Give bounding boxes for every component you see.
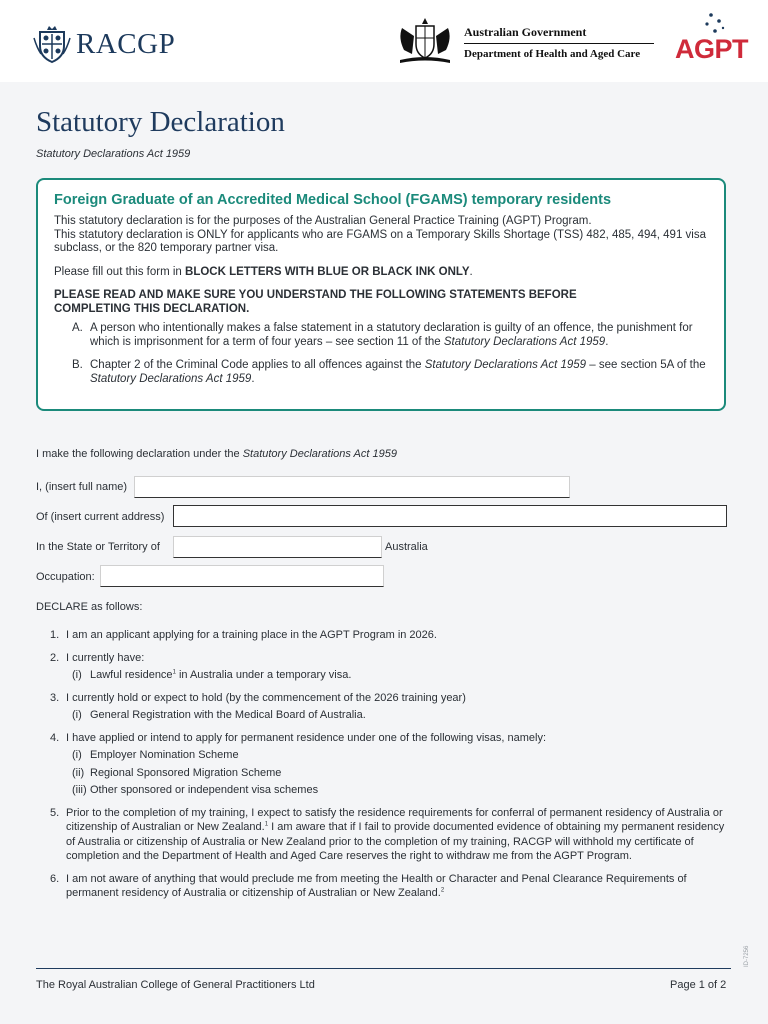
racgp-wordmark: RACGP <box>76 27 176 60</box>
sub-item: (i) General Registration with the Medical Board of Australia. <box>72 709 366 721</box>
footer-divider <box>36 968 731 969</box>
coat-of-arms-icon <box>394 16 456 68</box>
page-header <box>0 0 768 82</box>
declaration-intro: I make the following declaration under the Statutory Declarations Act 1959 <box>36 448 397 460</box>
occupation-input[interactable] <box>100 565 384 587</box>
state-suffix: Australia <box>385 541 428 553</box>
warning-item-b: B. Chapter 2 of the Criminal Code applies to all offences against the Statutory Declarations Act 1959 – see section 5A of the Statutory Declarations Act 1959. <box>72 359 706 385</box>
footer-organisation: The Royal Australian College of General Practitioners Ltd <box>36 979 315 991</box>
address-input[interactable] <box>173 505 727 527</box>
notice-heading: Foreign Graduate of an Accredited Medical School (FGAMS) temporary residents <box>54 192 612 208</box>
warning-item-a: A. A person who intentionally makes a false statement in a statutory declaration is guilty of an offence, the punishment for which is imprisonment for a term of four years – see section 11 of the Statutory Declarations Act 1959. <box>72 322 693 348</box>
australian-government-logo <box>394 16 654 68</box>
page-number: Page 1 of 2 <box>670 979 727 991</box>
govt-line-1: Australian Government <box>464 25 654 44</box>
sub-item: (ii) Regional Sponsored Migration Scheme <box>72 766 282 779</box>
racgp-crest-icon <box>32 24 72 64</box>
declare-heading: DECLARE as follows: <box>36 601 143 613</box>
fill-instruction: Please fill out this form in BLOCK LETTERS WITH BLUE OR BLACK INK ONLY. <box>54 265 473 278</box>
declaration-item: 5. Prior to the completion of my training, I expect to satisfy the residence requirements for conferral of permanent residency of Australia or citizenship of Australian or New Zealand.$^1$ I am aware that if I fail to provide documented evidence of obtaining my permanent residency of Australia or citizenship of Australia or New Zealand prior to the completion of my training, RACGP will withhold my certificate of completion and the Department of Health and Aged Care reserves the right to withdraw me from the AGPT Program. <box>50 806 725 862</box>
declaration-item: 3. I currently hold or expect to hold (by the commencement of the 2026 training year) (i) General Registration with the Medical Board of Australia. <box>36 691 736 723</box>
notice-box <box>36 178 726 411</box>
declaration-item: 2. I currently have: (i) Lawful residence$^1$ in Australia under a temporary visa. <box>36 651 736 683</box>
southern-cross-icon <box>675 10 735 36</box>
full-name-input[interactable] <box>134 476 570 498</box>
declaration-item: 4. I have applied or intend to apply for permanent residence under one of the following visas, namely: (i) Employer Nomination Scheme (ii) Regional Sponsored Migration Scheme (iii) Other sponsored or independent visa schemes <box>36 731 736 798</box>
sub-item: (i) Lawful residence$^1$ in Australia under a temporary visa. <box>72 669 352 681</box>
agpt-wordmark: AGPT <box>675 34 749 64</box>
name-label: I, (insert full name) <box>36 481 128 493</box>
sub-item: (i) Employer Nomination Scheme <box>72 749 239 761</box>
racgp-logo <box>32 24 175 64</box>
warning-list <box>54 322 708 386</box>
notice-line-2: This statutory declaration is ONLY for applicants who are FGAMS on a Temporary Skills Shortage (TSS) 482, 485, 494, 491 visa subclass, or the 820 temporary partner visa. <box>54 228 706 254</box>
page-title: Statutory Declaration <box>36 106 285 138</box>
state-input[interactable] <box>173 536 382 558</box>
agpt-logo <box>675 10 749 66</box>
please-read-notice: PLEASE READ AND MAKE SURE YOU UNDERSTAND THE FOLLOWING STATEMENTS BEFORE COMPLETING THIS DECLARATION. <box>54 289 577 315</box>
occupation-label: Occupation: <box>36 571 95 583</box>
declaration-item: 1. I am an applicant applying for a training place in the AGPT Program in 2026. <box>50 629 437 641</box>
declaration-items <box>36 628 736 909</box>
state-label: In the State or Territory of <box>36 541 160 553</box>
form-page <box>0 82 768 1024</box>
address-label: Of (insert current address) <box>36 511 165 523</box>
govt-line-2: Department of Health and Aged Care <box>464 47 641 60</box>
document-id: ID-7256 <box>744 945 750 967</box>
sub-item: (iii) Other sponsored or independent visa schemes <box>72 784 319 796</box>
declaration-item: 6. I am not aware of anything that would preclude me from meeting the Health or Character and Penal Clearance Requirements of permanent residency of Australia or citizenship of Australian or New Zealand.$^2$ <box>50 872 687 899</box>
notice-line-1: This statutory declaration is for the purposes of the Australian General Practice Training (AGPT) Program. <box>54 215 592 227</box>
page-subtitle: Statutory Declarations Act 1959 <box>36 148 191 160</box>
